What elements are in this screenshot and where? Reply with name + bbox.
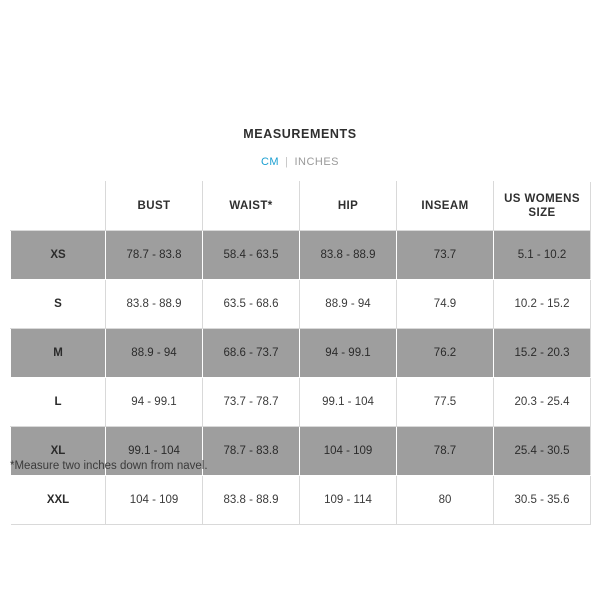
cell-bust: 94 - 99.1 bbox=[106, 378, 203, 427]
table-body bbox=[11, 231, 591, 525]
cell-hip: 83.8 - 88.9 bbox=[300, 231, 397, 280]
cell-waist: 63.5 - 68.6 bbox=[203, 280, 300, 329]
cell-hip: 88.9 - 94 bbox=[300, 280, 397, 329]
table-row bbox=[11, 280, 591, 329]
table-corner-header bbox=[11, 182, 106, 231]
table-row bbox=[11, 231, 591, 280]
cell-inseam: 77.5 bbox=[397, 378, 494, 427]
cell-waist: 78.7 - 83.8 bbox=[203, 427, 300, 476]
unit-option-cm[interactable]: CM bbox=[260, 156, 280, 168]
unit-option-inches[interactable]: INCHES bbox=[294, 156, 340, 168]
cell-bust: 78.7 - 83.8 bbox=[106, 231, 203, 280]
column-header-inseam: INSEAM bbox=[397, 182, 494, 231]
column-header-waist: WAIST* bbox=[203, 182, 300, 231]
cell-us-womens-size: 25.4 - 30.5 bbox=[494, 427, 591, 476]
unit-toggle bbox=[0, 156, 600, 168]
cell-waist: 83.8 - 88.9 bbox=[203, 476, 300, 525]
cell-waist: 73.7 - 78.7 bbox=[203, 378, 300, 427]
footnote: *Measure two inches down from navel. bbox=[10, 460, 208, 472]
column-header-hip: HIP bbox=[300, 182, 397, 231]
cell-bust: 83.8 - 88.9 bbox=[106, 280, 203, 329]
cell-us-womens-size: 15.2 - 20.3 bbox=[494, 329, 591, 378]
column-header-bust: BUST bbox=[106, 182, 203, 231]
column-header-us-womens-size: US WOMENS SIZE bbox=[494, 182, 591, 231]
cell-inseam: 74.9 bbox=[397, 280, 494, 329]
cell-inseam: 73.7 bbox=[397, 231, 494, 280]
table-header bbox=[11, 182, 591, 231]
cell-bust: 104 - 109 bbox=[106, 476, 203, 525]
cell-bust: 99.1 - 104 bbox=[106, 427, 203, 476]
row-size-label: XL bbox=[11, 427, 106, 476]
measurements-table bbox=[10, 181, 591, 525]
cell-us-womens-size: 20.3 - 25.4 bbox=[494, 378, 591, 427]
cell-hip: 94 - 99.1 bbox=[300, 329, 397, 378]
row-size-label: S bbox=[11, 280, 106, 329]
cell-inseam: 78.7 bbox=[397, 427, 494, 476]
cell-bust: 88.9 - 94 bbox=[106, 329, 203, 378]
row-size-label: XS bbox=[11, 231, 106, 280]
table-header-row bbox=[11, 182, 591, 231]
row-size-label: L bbox=[11, 378, 106, 427]
table-row bbox=[11, 329, 591, 378]
cell-waist: 58.4 - 63.5 bbox=[203, 231, 300, 280]
cell-us-womens-size: 10.2 - 15.2 bbox=[494, 280, 591, 329]
row-size-label: XXL bbox=[11, 476, 106, 525]
cell-inseam: 80 bbox=[397, 476, 494, 525]
unit-separator: | bbox=[285, 156, 289, 168]
cell-us-womens-size: 5.1 - 10.2 bbox=[494, 231, 591, 280]
table-row bbox=[11, 476, 591, 525]
page-title: MEASUREMENTS bbox=[243, 127, 357, 141]
cell-us-womens-size: 30.5 - 35.6 bbox=[494, 476, 591, 525]
row-size-label: M bbox=[11, 329, 106, 378]
cell-hip: 99.1 - 104 bbox=[300, 378, 397, 427]
cell-inseam: 76.2 bbox=[397, 329, 494, 378]
cell-hip: 104 - 109 bbox=[300, 427, 397, 476]
cell-waist: 68.6 - 73.7 bbox=[203, 329, 300, 378]
table-row bbox=[11, 378, 591, 427]
cell-hip: 109 - 114 bbox=[300, 476, 397, 525]
